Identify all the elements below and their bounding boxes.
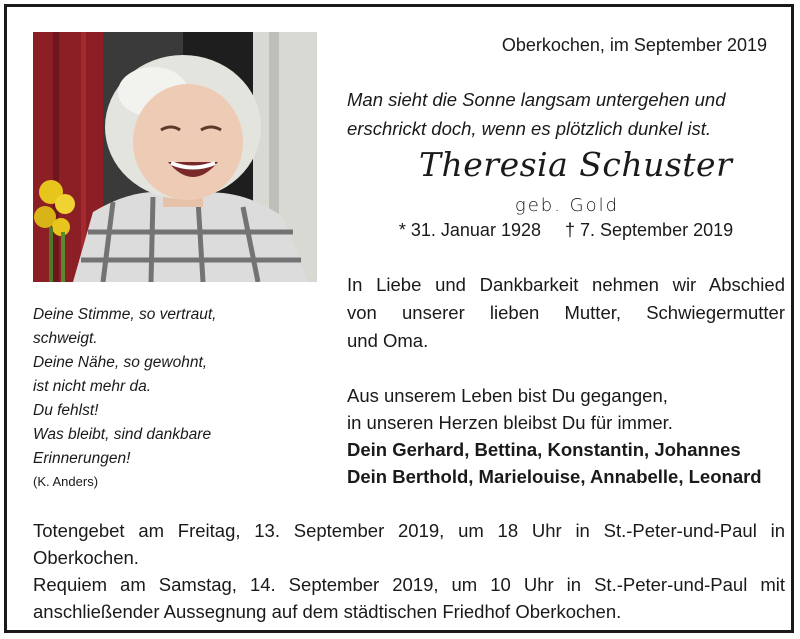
family-names: Dein Berthold, Marielouise, Annabelle, Leonard xyxy=(347,466,762,487)
family-names: Dein Gerhard, Bettina, Konstantin, Johannes xyxy=(347,439,741,460)
farewell-text xyxy=(347,271,785,355)
poem-line: schweigt. xyxy=(33,330,98,347)
poem-line: Deine Nähe, so gewohnt, xyxy=(33,354,208,371)
poem-line: Was bleibt, sind dankbare xyxy=(33,426,212,443)
verse-line: in unseren Herzen bleibst Du für immer. xyxy=(347,412,673,433)
service-line: anschließender Aussegnung auf dem städtischen Friedhof Oberkochen. xyxy=(33,601,622,622)
place-date: Oberkochen, im September 2019 xyxy=(501,35,767,55)
poem-author: (K. Anders) xyxy=(33,474,99,489)
birth-name: geb. Gold xyxy=(514,195,620,216)
memorial-poem xyxy=(33,303,323,493)
opening-quote xyxy=(347,85,785,143)
farewell-line: In Liebe und Dankbarkeit nehmen wir Abschied xyxy=(347,274,785,295)
quote-line: erschrickt doch, wenn es plötzlich dunkel ist. xyxy=(347,118,712,139)
portrait-photo xyxy=(33,32,317,282)
verse-and-family xyxy=(347,382,785,490)
obituary-frame xyxy=(4,4,794,633)
portrait-illustration xyxy=(33,32,317,282)
farewell-line: und Oma. xyxy=(347,330,429,351)
death-date: † 7. September 2019 xyxy=(565,220,734,240)
quote-line: Man sieht die Sonne langsam untergehen und xyxy=(347,89,726,110)
deceased-name: Theresia Schuster xyxy=(419,145,733,184)
poem-line: Deine Stimme, so vertraut, xyxy=(33,306,217,323)
verse-line: Aus unserem Leben bist Du gegangen, xyxy=(347,385,668,406)
poem-line: Erinnerungen! xyxy=(33,450,131,467)
poem-line: Du fehlst! xyxy=(33,402,99,419)
farewell-line: von unserer lieben Mutter, Schwiegermutter xyxy=(347,302,785,323)
service-line: Totengebet am Freitag, 13. September 2019, um 18 Uhr in St.-Peter-und-Paul in xyxy=(33,520,785,541)
life-dates xyxy=(347,220,785,241)
birth-date: * 31. Januar 1928 xyxy=(398,220,541,240)
service-info xyxy=(33,517,785,625)
poem-line: ist nicht mehr da. xyxy=(33,378,152,395)
service-line: Requiem am Samstag, 14. September 2019, um 10 Uhr in St.-Peter-und-Paul mit xyxy=(33,574,785,595)
service-line: Oberkochen. xyxy=(33,547,139,568)
